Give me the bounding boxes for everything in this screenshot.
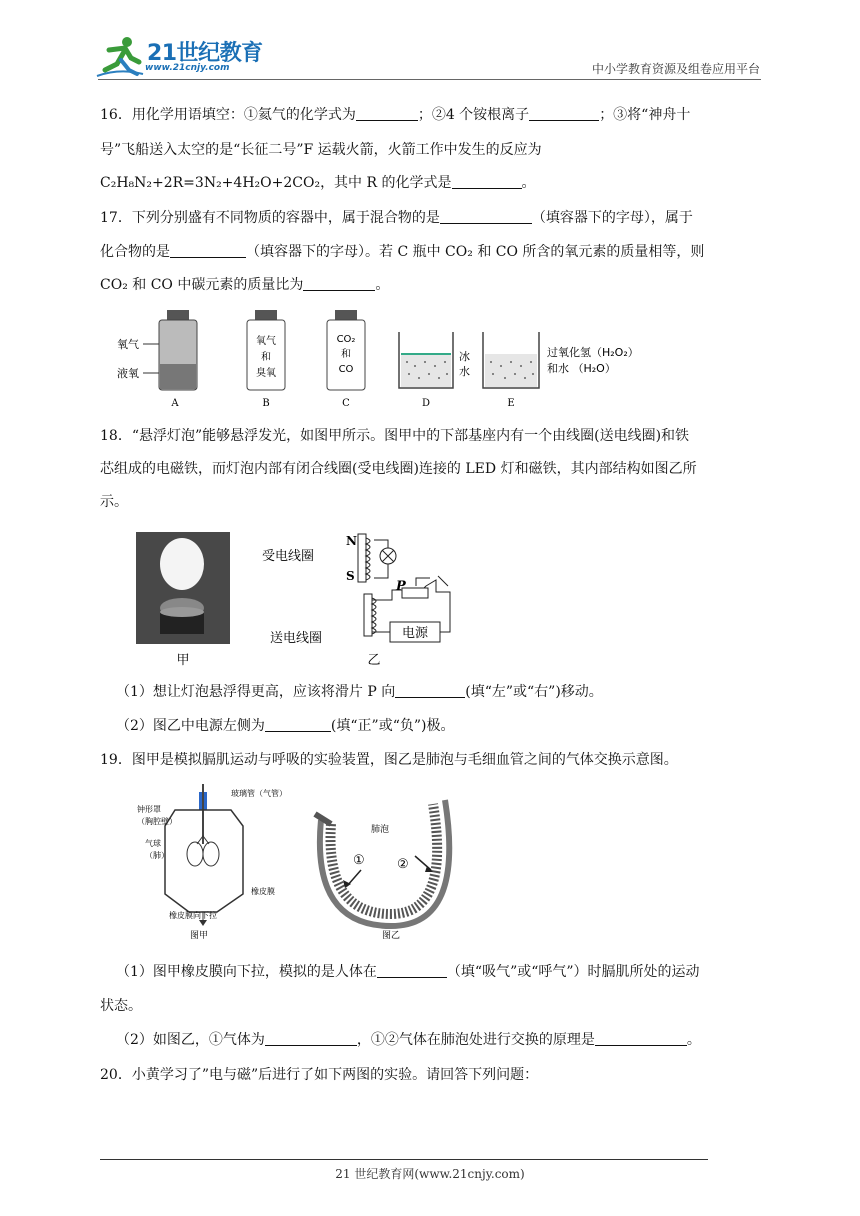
platform-name: 中小学教育资源及组卷应用平台 <box>591 62 760 76</box>
q17-text-a: 17．下列分别盛有不同物质的容器中，属于混合物的是 <box>100 210 440 226</box>
q16-line1 <box>100 105 762 125</box>
footer-text: 21 世纪教育网(www.21cnjy.com) <box>335 1167 525 1181</box>
q19-line1: 19．图甲是模拟膈肌运动与呼吸的实验装置，图乙是肺泡与毛细血管之间的气体交换示意图。 <box>100 752 678 768</box>
container-e-label-1: 过氧化氢（H₂O₂） <box>547 346 639 359</box>
logo-text: 21世纪教育 <box>147 41 263 66</box>
send-coil-label: 送电线圈 <box>270 631 323 646</box>
alveolus-label: 肺泡 <box>371 825 390 835</box>
q17-blank-2[interactable] <box>170 243 246 258</box>
container-e-label-2: 和水 （H₂O） <box>547 362 616 375</box>
bell-jar-label-2: （胸腔壁） <box>137 817 177 826</box>
container-b-letter: B <box>262 398 270 409</box>
q19-sub1-cont: 状态。 <box>100 998 142 1014</box>
q16-blank-2[interactable] <box>529 106 599 121</box>
q17-line3 <box>100 275 762 295</box>
figure-tuyi-label: 图乙 <box>381 931 401 941</box>
site-logo <box>95 34 265 80</box>
pull-down-label: 橡皮膜向下拉 <box>169 911 217 920</box>
q18-sub1-text-b: (填“左”或“右”)移动。 <box>465 684 603 700</box>
q16-line2: 号”飞船送入太空的是“长征二号”F 运载火箭，火箭工作中发生的反应为 <box>100 142 542 158</box>
bell-jar-apparatus <box>137 784 287 941</box>
q17-blank-1[interactable] <box>440 209 532 224</box>
q19-blank-1[interactable] <box>377 963 447 978</box>
q18-line2: 芯组成的电磁铁，而灯泡内部有闭合线圈(受电线圈)连接的 LED 灯和磁铁，其内部结构如图乙所 <box>100 461 697 477</box>
q18-sub2 <box>116 716 778 736</box>
header-divider <box>98 79 761 80</box>
receive-coil-label: 受电线圈 <box>262 549 315 564</box>
q17-text-c: 化合物的是 <box>100 244 170 260</box>
rheostat-icon <box>402 588 428 598</box>
slider-p-label: P <box>396 579 406 594</box>
q19-sub2-text-b: ，①②气体在肺泡处进行交换的原理是 <box>356 1032 595 1048</box>
q16-blank-1[interactable] <box>356 106 418 121</box>
container-c-label-1: CO₂ <box>336 334 356 345</box>
magnet-s-label: S <box>346 569 355 583</box>
q16-formula: C₂H₈N₂+2R=3N₂+4H₂O+2CO₂ <box>100 175 321 191</box>
container-c-letter: C <box>342 398 350 409</box>
q16-text-c: ；③将“神舟十 <box>599 107 691 123</box>
q16-text-e: 。 <box>521 175 536 191</box>
q19-sub1 <box>116 962 778 982</box>
container-d <box>399 332 470 409</box>
container-c <box>327 310 365 409</box>
q17-text-f: 。 <box>375 277 390 293</box>
container-d-letter: D <box>421 398 431 409</box>
runner-logo-icon <box>95 34 145 80</box>
glass-tube-label: 玻璃管（气管） <box>231 789 287 798</box>
figure-yi-label: 乙 <box>367 653 381 668</box>
q18-sub1-text-a: （1）想让灯泡悬浮得更高，应该将滑片 P 向 <box>116 684 396 700</box>
container-e <box>483 332 639 409</box>
q17-text-b: （填容器下的字母），属于 <box>531 210 693 226</box>
q18-line3: 示。 <box>100 494 128 510</box>
container-c-label-2: 和 <box>341 349 351 360</box>
q19-sub2-text-a: （2）如图乙，①气体为 <box>116 1032 265 1048</box>
container-b-label-1: 氧气 <box>256 336 276 347</box>
q16-text-a: 16．用化学用语填空：①氦气的化学式为 <box>100 107 356 123</box>
q18-figure <box>130 528 470 670</box>
q19-sub2 <box>116 1030 778 1050</box>
q16-blank-3[interactable] <box>452 174 522 189</box>
container-b-label-2: 和 <box>261 352 271 363</box>
q17-blank-3[interactable] <box>303 276 375 291</box>
q18-sub1 <box>116 682 778 702</box>
q19-sub2-text-c: 。 <box>686 1032 701 1048</box>
q19-blank-2[interactable] <box>265 1031 357 1046</box>
gas-1-label: ① <box>353 853 365 868</box>
container-b-label-3: 臭氧 <box>256 368 276 379</box>
logo-url: www.21cnjy.com <box>145 63 230 73</box>
q18-blank-2[interactable] <box>265 717 331 732</box>
footer-divider <box>100 1159 708 1160</box>
balloon-label-2: （肺） <box>145 851 169 860</box>
q18-sub2-text-a: （2）图乙中电源左侧为 <box>116 718 265 734</box>
q19-sub1-text-b: （填“吸气”或“呼气”）时膈肌所处的运动 <box>446 964 700 980</box>
q17-line1 <box>100 208 762 228</box>
balloon-label: 气球 <box>145 839 161 848</box>
q18-sub2-text-b: (填“正”或“负”)极。 <box>330 718 455 734</box>
container-b <box>247 310 285 409</box>
container-a <box>117 310 197 409</box>
q17-containers-figure <box>115 308 675 412</box>
gas-2-label: ② <box>397 857 409 872</box>
q19-sub1-text-a: （1）图甲橡皮膜向下拉，模拟的是人体在 <box>116 964 377 980</box>
q17-line2 <box>100 242 762 262</box>
figure-tujia-label: 图甲 <box>189 931 209 941</box>
container-a-bottom-label: 液氧 <box>117 367 139 380</box>
rubber-membrane-label: 橡皮膜 <box>251 887 275 896</box>
q18-blank-1[interactable] <box>395 683 465 698</box>
q20-line1: 20．小黄学习了”电与磁”后进行了如下两图的实验。请回答下列问题： <box>100 1067 539 1083</box>
q19-blank-3[interactable] <box>595 1031 687 1046</box>
alveolus-diagram <box>315 800 449 941</box>
figure-jia-label: 甲 <box>176 653 190 668</box>
levitating-bulb-photo <box>136 532 230 644</box>
container-a-letter: A <box>171 398 179 409</box>
magnet-n-label: N <box>346 534 357 548</box>
container-a-top-label: 氧气 <box>117 338 139 351</box>
container-d-label-2: 水 <box>459 365 470 378</box>
q16-text-b: ；②4 个铵根离子 <box>417 107 530 123</box>
q19-figure <box>135 784 465 948</box>
q16-text-d: ，其中 R 的化学式是 <box>320 175 452 191</box>
q18-line1: 18．“悬浮灯泡”能够悬浮发光，如图甲所示。图甲中的下部基座内有一个由线圈(送电线圈)和铁 <box>100 428 690 444</box>
q17-text-d: （填容器下的字母）。若 C 瓶中 CO₂ 和 CO 所含的氧元素的质量相等，则 <box>246 244 705 260</box>
container-e-letter: E <box>507 398 515 409</box>
bell-jar-label: 钟形罩 <box>137 805 161 814</box>
q17-text-e: CO₂ 和 CO 中碳元素的质量比为 <box>100 277 304 293</box>
container-d-label-1: 冰 <box>459 350 470 363</box>
power-source-label: 电源 <box>401 626 429 641</box>
container-c-label-3: CO <box>338 364 354 375</box>
q16-line3 <box>100 173 762 193</box>
